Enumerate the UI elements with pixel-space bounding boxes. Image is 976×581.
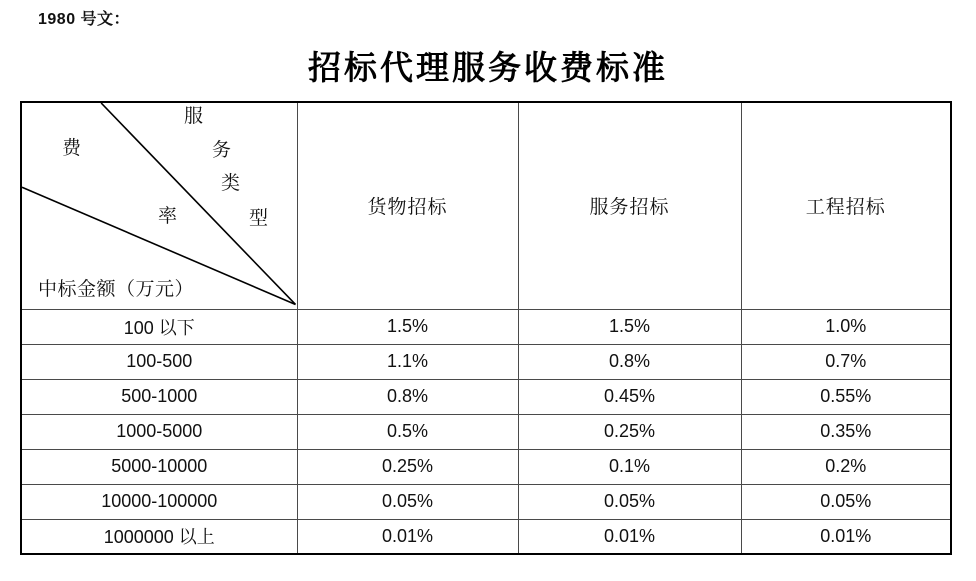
amount-range-cell: 100 以下 <box>21 309 297 344</box>
fee-rate-cell: 0.8% <box>297 379 518 414</box>
doc-number-label: 1980 号文： <box>38 11 131 28</box>
table-row <box>21 379 951 414</box>
fee-rate-cell: 0.01% <box>518 519 741 554</box>
table-row <box>21 344 951 379</box>
fee-rate-cell: 0.01% <box>741 519 951 554</box>
amount-range-cell: 10000-100000 <box>21 484 297 519</box>
fee-rate-cell: 0.05% <box>741 484 951 519</box>
fee-rate-cell: 0.2% <box>741 449 951 484</box>
fee-rate-cell: 0.35% <box>741 414 951 449</box>
corner-fee-char-1: 费 <box>62 138 82 159</box>
fee-rate-cell: 0.7% <box>741 344 951 379</box>
fee-rate-cell: 0.5% <box>297 414 518 449</box>
table-corner-cell <box>21 102 297 309</box>
page-title: 招标代理服务收费标准 <box>308 51 668 87</box>
fee-rate-cell: 1.5% <box>518 309 741 344</box>
amount-range-cell: 100-500 <box>21 344 297 379</box>
fee-rate-cell: 0.05% <box>297 484 518 519</box>
amount-range-cell: 1000-5000 <box>21 414 297 449</box>
column-header-goods-bidding: 货物招标 <box>297 102 518 309</box>
fee-rate-cell: 1.1% <box>297 344 518 379</box>
fee-standard-table <box>20 101 952 555</box>
fee-rate-cell: 1.0% <box>741 309 951 344</box>
fee-rate-cell: 0.01% <box>297 519 518 554</box>
fee-rate-cell: 0.1% <box>518 449 741 484</box>
corner-amount-axis-label: 中标金额（万元） <box>38 279 195 300</box>
corner-type-char-4: 型 <box>249 208 269 229</box>
fee-rate-cell: 0.25% <box>297 449 518 484</box>
column-header-service-bidding: 服务招标 <box>518 102 741 309</box>
table-header-row <box>21 102 951 309</box>
fee-rate-cell: 1.5% <box>297 309 518 344</box>
fee-rate-cell: 0.8% <box>518 344 741 379</box>
table-row <box>21 449 951 484</box>
table-row <box>21 414 951 449</box>
amount-range-cell: 500-1000 <box>21 379 297 414</box>
fee-rate-cell: 0.55% <box>741 379 951 414</box>
corner-type-char-2: 务 <box>212 140 232 161</box>
amount-range-cell: 5000-10000 <box>21 449 297 484</box>
fee-rate-cell: 0.25% <box>518 414 741 449</box>
table-row <box>21 309 951 344</box>
corner-fee-char-2: 率 <box>158 206 178 227</box>
table-row <box>21 519 951 554</box>
corner-type-char-1: 服 <box>184 106 204 127</box>
fee-rate-cell: 0.05% <box>518 484 741 519</box>
table-row <box>21 484 951 519</box>
amount-range-cell: 1000000 以上 <box>21 519 297 554</box>
column-header-works-bidding: 工程招标 <box>741 102 951 309</box>
fee-rate-cell: 0.45% <box>518 379 741 414</box>
corner-type-char-3: 类 <box>221 173 241 194</box>
